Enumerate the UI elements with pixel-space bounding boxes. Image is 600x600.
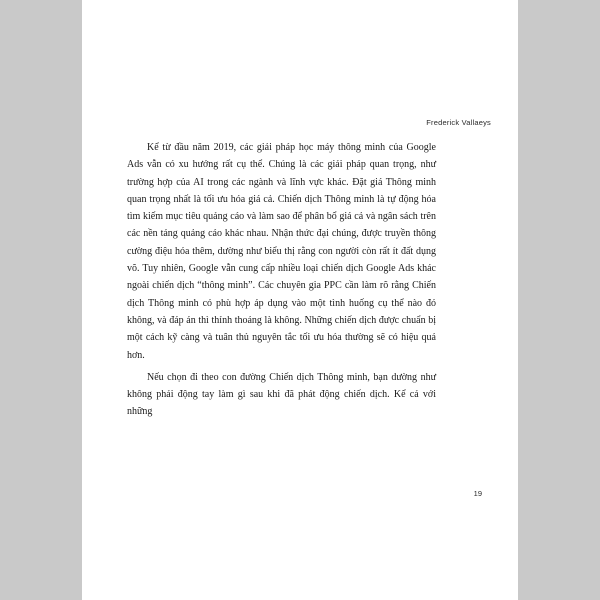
running-header: Frederick Vallaeys (426, 118, 491, 127)
paragraph: Kể từ đầu năm 2019, các giải pháp học máy thông minh của Google Ads vẫn có xu hướng rất cụ thể. Chúng là các giải pháp quan trọng, như trường hợp của AI trong các ngành và lĩnh vực khác. Đặt giá Thông minh quan trọng nhất là tối ưu hóa giá cả. Chiến dịch Thông minh là tự động hóa tìm kiếm mục tiêu quảng cáo và làm sao để phân bổ giá cả và ngân sách trên các nền tảng quảng cáo khác nhau. Nhận thức đại chúng, được truyền thông cường điệu hóa thêm, dường như biểu thị rằng con người còn rất ít đất dụng võ. Tuy nhiên, Google vẫn cung cấp nhiều loại chiến dịch Google Ads khác ngoài chiến dịch “thông minh”. Các chuyên gia PPC cần làm rõ rằng Chiến dịch Thông minh có phù hợp áp dụng vào một tình huống cụ thể nào đó không, và đáp án thì thỉnh thoảng là không. Những chiến dịch được chuẩn bị một cách kỹ càng và tuân thủ nguyên tắc tối ưu hóa thường sẽ có hiệu quả hơn. (127, 142, 436, 361)
page-number: 19 (473, 489, 482, 498)
book-page (82, 0, 518, 600)
paragraph: Nếu chọn đi theo con đường Chiến dịch Thông minh, bạn dường như không phải động tay làm gì sau khi đã phát động chiến dịch. Kể cả với những (127, 371, 436, 418)
body-text (127, 139, 436, 421)
